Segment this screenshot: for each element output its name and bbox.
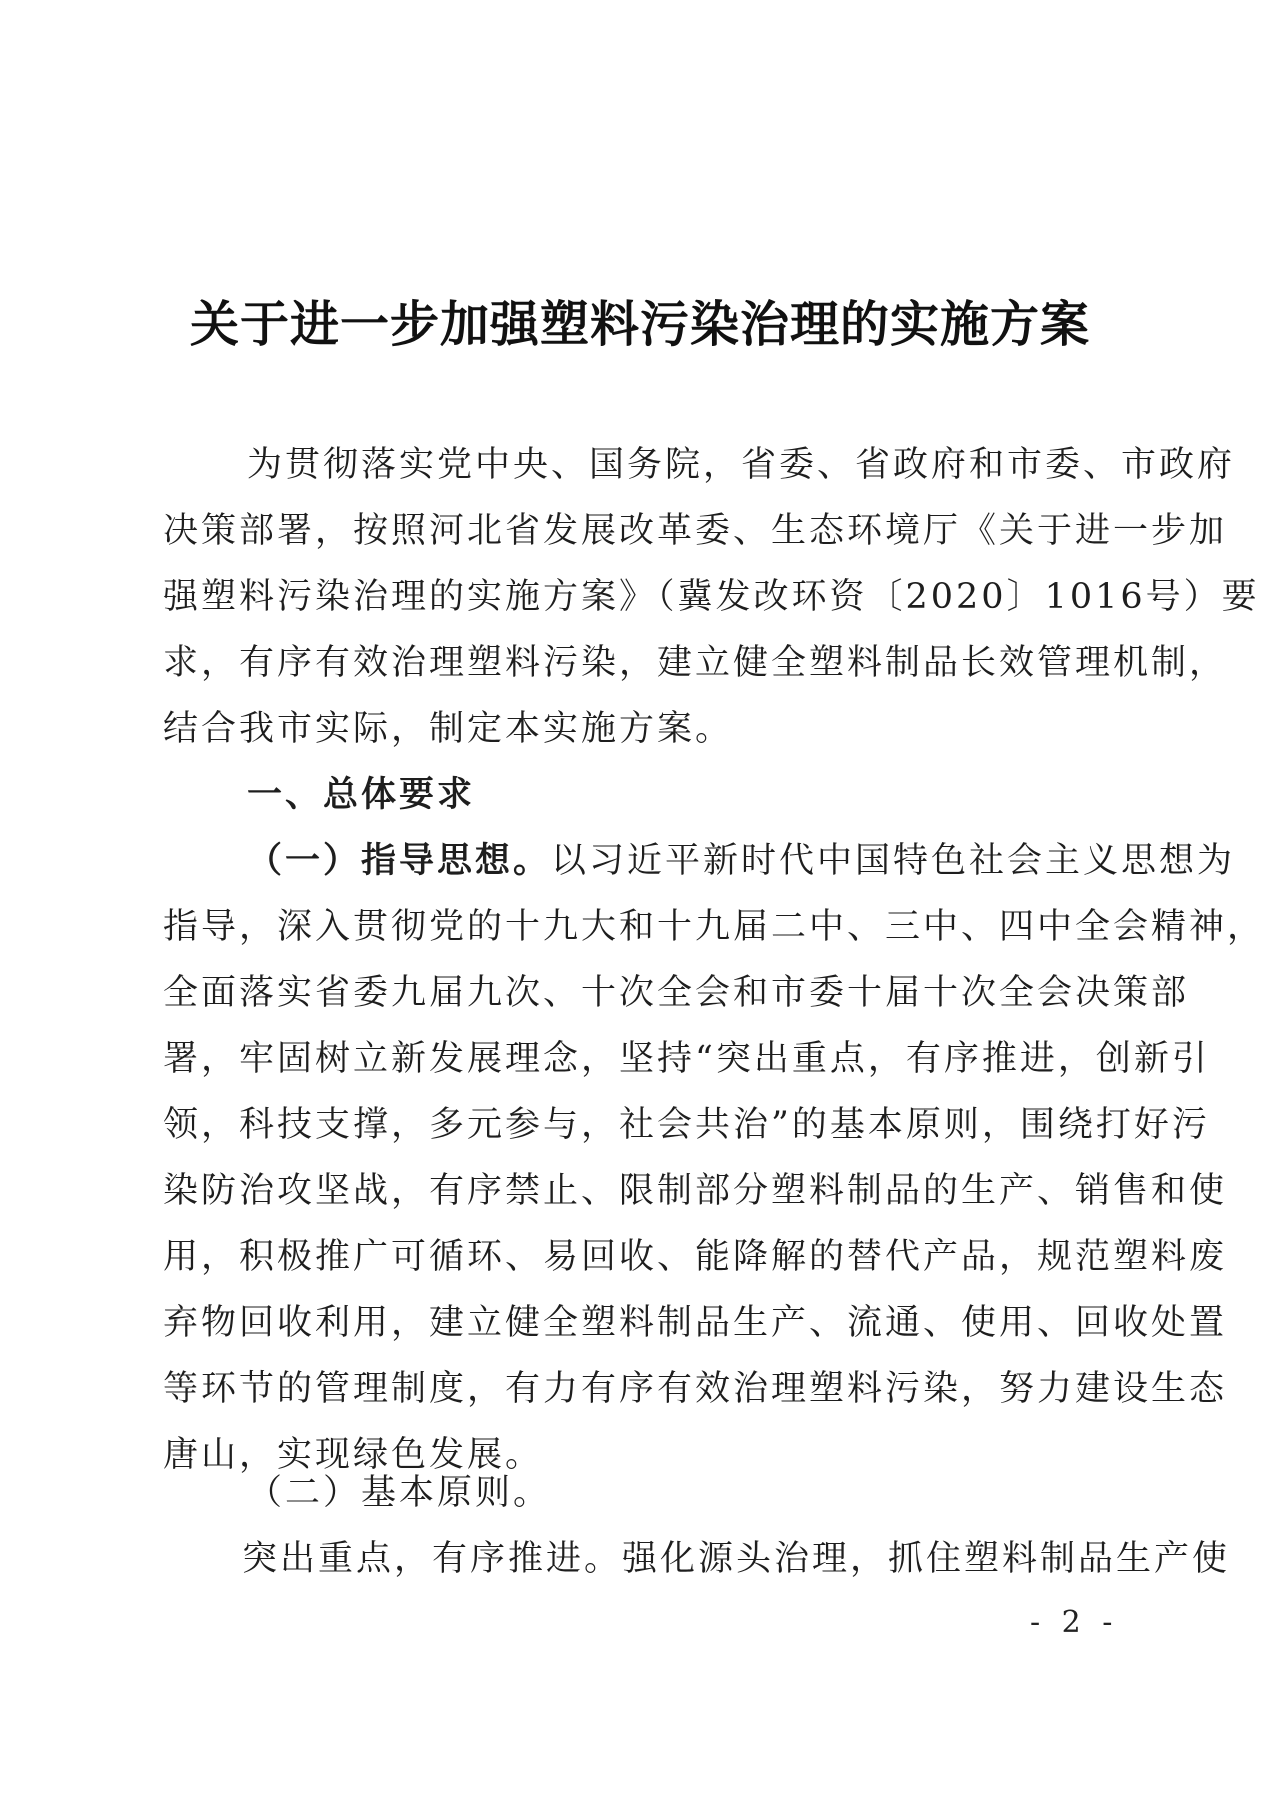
guiding-line: 用，积极推广可循环、易回收、能降解的替代产品，规范塑料废 bbox=[163, 1237, 1228, 1277]
intro-line: 决策部署，按照河北省发展改革委、生态环境厅《关于进一步加 bbox=[163, 511, 1228, 551]
guiding-line: 等环节的管理制度，有力有序有效治理塑料污染，努力建设生态 bbox=[163, 1369, 1228, 1409]
page-number: - 2 - bbox=[1030, 1605, 1119, 1640]
guiding-line: 领，科技支撑，多元参与，社会共治”的基本原则，围绕打好污 bbox=[163, 1105, 1210, 1145]
guiding-line: 染防治攻坚战，有序禁止、限制部分塑料制品的生产、销售和使 bbox=[163, 1171, 1228, 1211]
guiding-line: 全面落实省委九届九次、十次全会和市委十届十次全会决策部 bbox=[163, 973, 1190, 1013]
intro-line: 强塑料污染治理的实施方案》（冀发改环资〔2020〕1016号）要 bbox=[163, 577, 1260, 617]
guiding-line: 署，牢固树立新发展理念，坚持“突出重点，有序推进，创新引 bbox=[163, 1039, 1210, 1079]
guiding-first-line-rest: 以习近平新时代中国特色社会主义思想为 bbox=[551, 841, 1236, 881]
guiding-line: 弃物回收利用，建立健全塑料制品生产、流通、使用、回收处置 bbox=[163, 1303, 1228, 1343]
section1-heading: 一、总体要求 bbox=[247, 774, 476, 815]
principles-first-line: 突出重点，有序推进。强化源头治理，抓住塑料制品生产使 bbox=[242, 1539, 1231, 1579]
intro-line: 求，有序有效治理塑料污染，建立健全塑料制品长效管理机制， bbox=[163, 643, 1228, 683]
principles-heading-block bbox=[163, 1460, 1123, 1526]
guiding-line: 指导，深入贯彻党的十九大和十九届二中、三中、四中全会精神， bbox=[163, 907, 1266, 947]
principles-paragraph bbox=[163, 1526, 1231, 1592]
section1-heading-block bbox=[163, 762, 1123, 828]
intro-line: 为贯彻落实党中央、国务院，省委、省政府和市委、市政府 bbox=[247, 445, 1236, 485]
document-title: 关于进一步加强塑料污染治理的实施方案 bbox=[189, 295, 1090, 353]
intro-paragraph bbox=[163, 432, 1260, 762]
guiding-paragraph bbox=[163, 828, 1266, 1488]
guiding-label: （一）指导思想。 bbox=[247, 840, 552, 881]
principles-heading: （二）基本原则。 bbox=[247, 1473, 552, 1513]
intro-line: 结合我市实际，制定本实施方案。 bbox=[163, 709, 734, 749]
guiding-line: 唐山，实现绿色发展。 bbox=[163, 1435, 544, 1475]
guiding-first-line bbox=[163, 828, 1236, 894]
